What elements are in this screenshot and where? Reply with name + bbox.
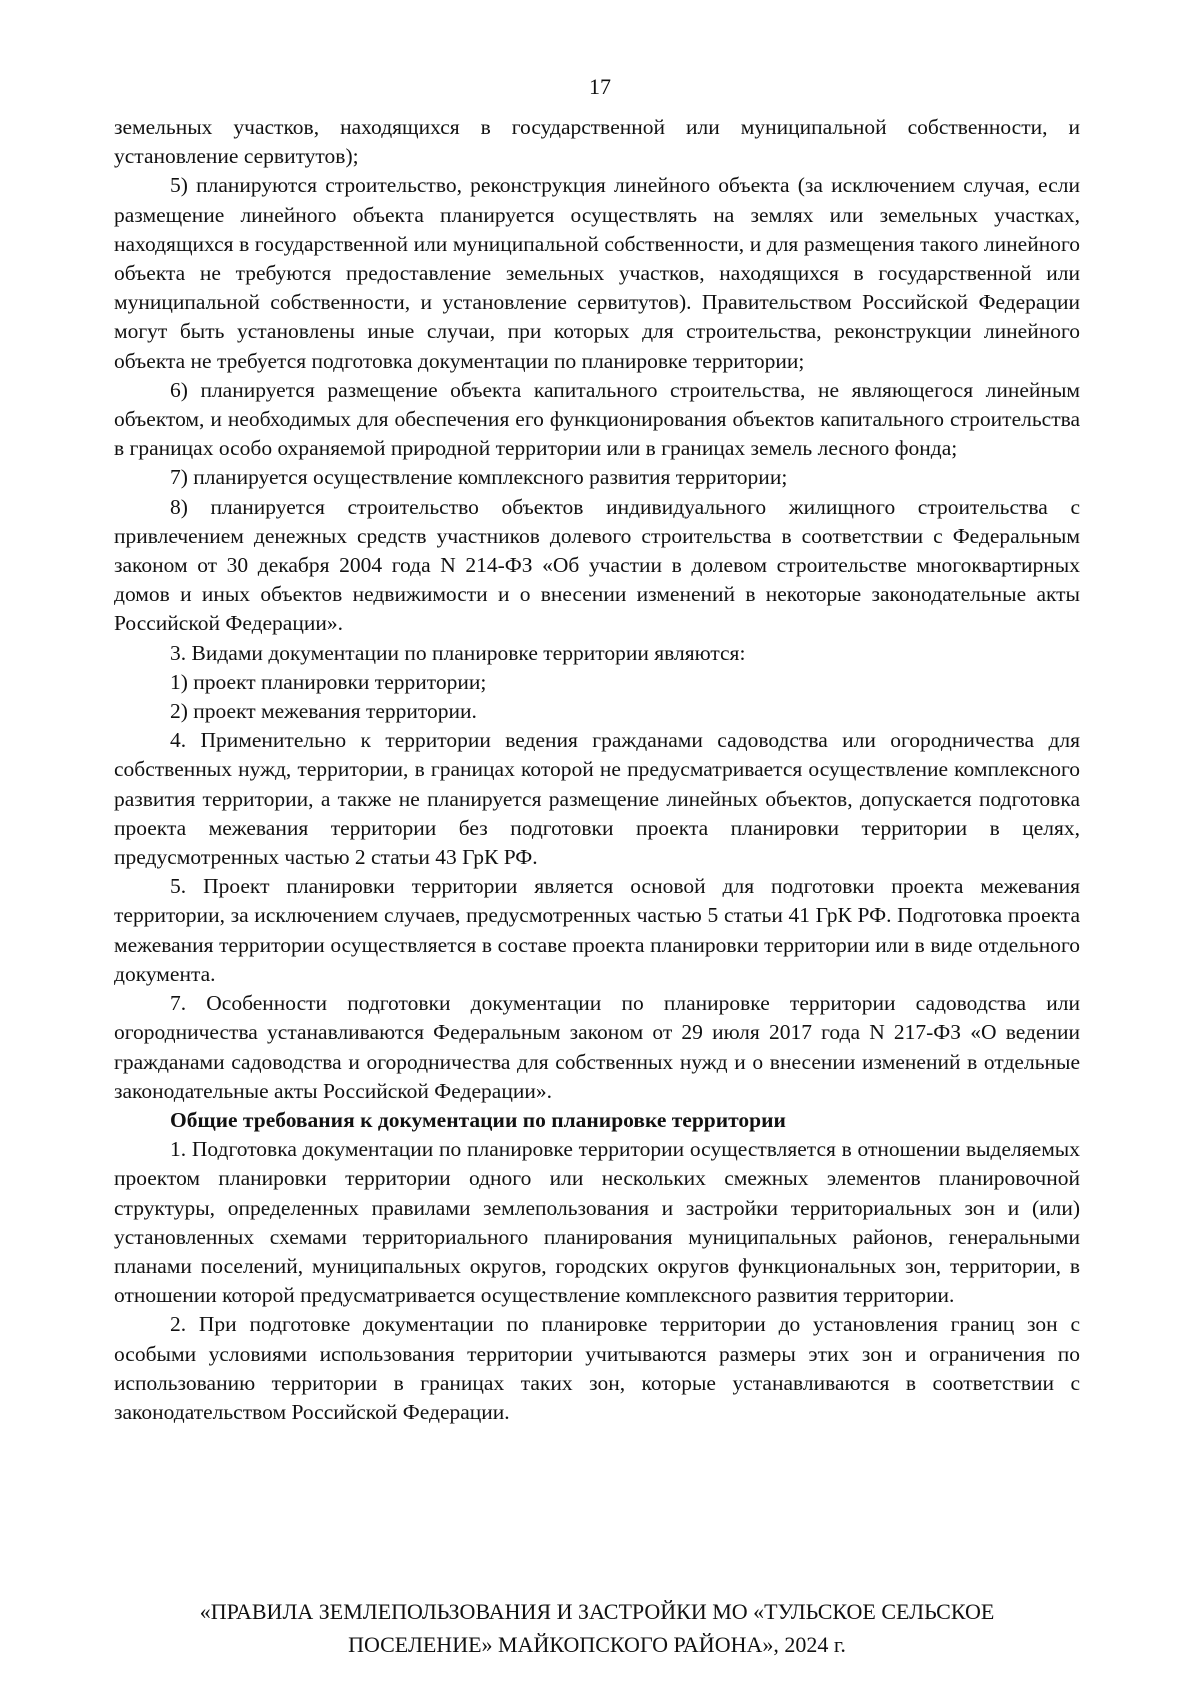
paragraph: 7) планируется осуществление комплексного развития территории;: [170, 465, 788, 490]
document-footer: [114, 1595, 1080, 1661]
document-body: [114, 113, 1080, 1427]
paragraph: 3. Видами документации по планировке территории являются:: [170, 640, 746, 665]
paragraph: 2. При подготовке документации по планировке территории до установления границ зон с особыми условиями использования территории учитываются размеры этих зон и ограничения по использованию территории в границах таких зон, которые устанавливаются в соответствии с законодательством Российской Федерации.: [114, 1312, 1080, 1424]
paragraph: 6) планируется размещение объекта капитального строительства, не являющегося линейным объектом, и необходимых для обеспечения его функционирования объектов капитального строительства в границах особо охраняемой природной территории или в границах земель лесного фонда;: [114, 377, 1080, 461]
section-heading: Общие требования к документации по планировке территории: [170, 1107, 786, 1132]
paragraph: 5. Проект планировки территории является основой для подготовки проекта межевания территории, за исключением случаев, предусмотренных частью 5 статьи 41 ГрК РФ. Подготовка проекта межевания территории осуществляется в составе проекта планировки территории или в виде отдельного документа.: [114, 874, 1080, 986]
paragraph: 2) проект межевания территории.: [170, 699, 477, 724]
paragraph: земельных участков, находящихся в государственной или муниципальной собственности, и установление сервитутов);: [114, 115, 1080, 169]
paragraph: 1) проект планировки территории;: [170, 669, 487, 694]
paragraph: 7. Особенности подготовки документации по планировке территории садоводства или огородничества устанавливаются Федеральным законом от 29 июля 2017 года N 217-ФЗ «О ведении гражданами садоводства и огородничества для собственных нужд и о внесении изменений в отдельные законодательные акты Российской Федерации».: [114, 991, 1080, 1103]
footer-line-1: «ПРАВИЛА ЗЕМЛЕПОЛЬЗОВАНИЯ И ЗАСТРОЙКИ МО «ТУЛЬСКОЕ СЕЛЬСКОЕ: [199, 1599, 995, 1624]
footer-line-2: ПОСЕЛЕНИЕ» МАЙКОПСКОГО РАЙОНА», 2024 г.: [348, 1632, 846, 1657]
paragraph: 8) планируется строительство объектов индивидуального жилищного строительства с привлечением денежных средств участников долевого строительства в соответствии с Федеральным законом от 30 декабря 2004 года N 214-ФЗ «Об участии в долевом строительстве многоквартирных домов и иных объектов недвижимости и о внесении изменений в некоторые законодательные акты Российской Федерации».: [114, 494, 1080, 636]
paragraph: 4. Применительно к территории ведения гражданами садоводства или огородничества для собственных нужд, территории, в границах которой не предусматривается осуществление комплексного развития территории, а также не планируется размещение линейных объектов, допускается подготовка проекта межевания территории без подготовки проекта планировки территории в целях, предусмотренных частью 2 статьи 43 ГрК РФ.: [114, 728, 1080, 870]
page-number: 17: [589, 74, 611, 99]
paragraph: 5) планируются строительство, реконструкция линейного объекта (за исключением случая, если размещение линейного объекта планируется осуществлять на землях или земельных участках, находящихся в государственной или муниципальной собственности, и для размещения такого линейного объекта не требуются предоставление земельных участков, находящихся в государственной или муниципальной собственности, и установление сервитутов). Правительством Российской Федерации могут быть установлены иные случаи, при которых для строительства, реконструкции линейного объекта не требуется подготовка документации по планировке территории;: [114, 173, 1080, 373]
paragraph: 1. Подготовка документации по планировке территории осуществляется в отношении выделяемых проектом планировки территории одного или нескольких смежных элементов планировочной структуры, определенных правилами землепользования и застройки территориальных зон и (или) установленных схемами территориального планирования муниципальных районов, генеральными планами поселений, муниципальных округов, городских округов функциональных зон, территории, в отношении которой предусматривается осуществление комплексного развития территории.: [114, 1137, 1080, 1308]
